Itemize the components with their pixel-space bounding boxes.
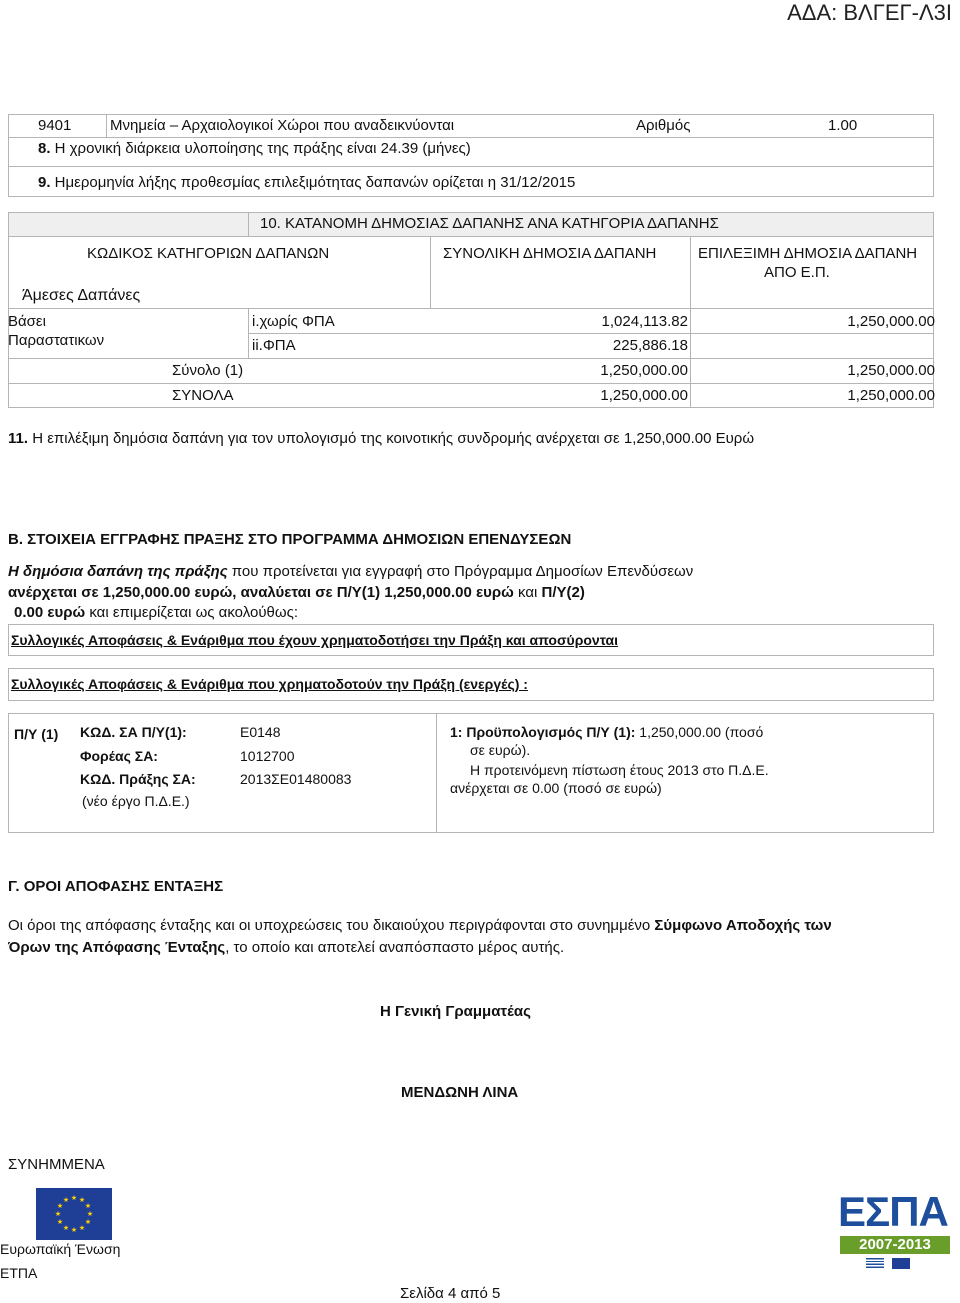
row-excl-vat-eligible: 1,250,000.00	[847, 313, 935, 330]
svg-text:★: ★	[70, 1194, 78, 1202]
section-b-para3	[14, 604, 298, 621]
py2-label: Π/Υ(2)	[541, 584, 585, 601]
svg-text:★: ★	[70, 1226, 78, 1234]
measure-value: 1.00	[828, 117, 858, 134]
espa-years: 2007-2013	[840, 1236, 950, 1254]
measure-code: 9401	[38, 117, 72, 134]
item11-number: 11.	[8, 430, 29, 447]
page-number: Σελίδα 4 από 5	[400, 1285, 501, 1302]
row-excl-vat-label: i.χωρίς ΦΠΑ	[252, 313, 335, 330]
col-category-code: ΚΩΔΙΚΟΣ ΚΑΤΗΓΟΡΙΩΝ ΔΑΠΑΝΩΝ	[87, 245, 330, 262]
kod-praxis-value: 2013ΣΕ01480083	[240, 771, 352, 787]
eu-small-flag-icon	[892, 1258, 910, 1269]
py1-label: Π/Υ (1)	[14, 726, 59, 742]
measure-unit: Αριθμός	[636, 117, 691, 134]
col-eligible-line1: ΕΠΙΛΕΞΙΜΗ ΔΗΜΟΣΙΑ ΔΑΠΑΝΗ	[698, 245, 918, 262]
budget-cont: σε ευρώ).	[470, 742, 531, 758]
item9	[38, 174, 575, 191]
section-b-para2	[8, 584, 585, 601]
svg-text:★: ★	[78, 1224, 86, 1232]
subtotal-eligible: 1,250,000.00	[847, 362, 935, 379]
section-b-para1-rest: που προτείνεται για εγγραφή στο Πρόγραμμα Δημοσίων Επενδύσεων	[227, 563, 694, 580]
amount-py1: , αναλύεται σε Π/Υ(1) 1,250,000.00 ευρώ	[232, 584, 514, 601]
kod-sa-label: ΚΩΔ. ΣΑ Π/Υ(1):	[80, 724, 187, 740]
greek-flag-icon	[866, 1258, 884, 1269]
section-b-title: Β. ΣΤΟΙΧΕΙΑ ΕΓΓΡΑΦΗΣ ΠΡΑΞΗΣ ΣΤΟ ΠΡΟΓΡΑΜΜΑ ΔΗΜΟΣΙΩΝ ΕΠΕΝΔΥΣΕΩΝ	[8, 531, 572, 548]
credit-amount: ανέρχεται σε 0.00 (ποσό σε ευρώ)	[450, 780, 662, 796]
kod-praxis-label: ΚΩΔ. Πράξης ΣΑ:	[80, 771, 196, 787]
subtotal-total: 1,250,000.00	[600, 362, 688, 379]
new-project-note: (νέο έργο Π.Δ.Ε.)	[82, 793, 190, 809]
budget-value: 1,250,000.00 (ποσό	[635, 724, 764, 740]
svg-text:★: ★	[56, 1202, 64, 1210]
svg-text:★: ★	[78, 1196, 86, 1204]
basis-label-2: Παραστατικων	[8, 332, 105, 349]
basis-label-1: Βάσει	[8, 313, 46, 330]
amount-py2: 0.00 ευρώ	[14, 604, 86, 621]
svg-text:★: ★	[84, 1202, 92, 1210]
totals-label: ΣΥΝΟΛΑ	[172, 387, 234, 404]
budget-label: 1: Προϋπολογισμός Π/Υ (1):	[450, 724, 636, 740]
signature-role: Η Γενική Γραμματέας	[380, 1003, 531, 1020]
section-c-para2	[8, 939, 564, 956]
svg-text:★: ★	[54, 1210, 62, 1218]
section-b-para3-rest: και επιμερίζεται ως ακολούθως:	[85, 604, 298, 621]
col-eligible-line2: ΑΠΟ Ε.Π.	[764, 264, 830, 281]
foreas-label: Φορέας ΣΑ:	[80, 748, 158, 764]
subtotal-label: Σύνολο (1)	[172, 362, 244, 379]
decisions-active: Συλλογικές Αποφάσεις & Ενάριθμα που χρηματοδοτούν την Πράξη (ενεργές) :	[11, 676, 528, 692]
public-cost-phrase: Η δημόσια δαπάνη της πράξης	[8, 563, 228, 580]
item8-text: Η χρονική διάρκεια υλοποίησης της πράξης είναι 24.39 (μήνες)	[50, 140, 471, 157]
etpa-label: ΕΤΠΑ	[0, 1265, 38, 1281]
eu-caption: Ευρωπαϊκή Ένωση	[0, 1241, 121, 1257]
svg-text:★: ★	[86, 1210, 94, 1218]
item11-text: Η επιλέξιμη δημόσια δαπάνη για τον υπολογισμό της κοινοτικής συνδρομής ανέρχεται σε 1,250,000.00 Ευρώ	[28, 430, 755, 447]
espa-logo-text: ΕΣΠΑ	[838, 1188, 948, 1235]
row-excl-vat-total: 1,024,113.82	[601, 313, 688, 330]
and-word: και	[513, 584, 542, 601]
ada-header: ΑΔΑ: ΒΛΓΕΓ-Λ3Ι	[787, 0, 952, 25]
amount-total: ανέρχεται σε 1,250,000.00 ευρώ	[8, 584, 233, 601]
item9-number: 9.	[38, 174, 51, 191]
agreement-phrase-1: Σύμφωνο Αποδοχής των	[654, 917, 832, 934]
section-c-title: Γ. ΟΡΟΙ ΑΠΟΦΑΣΗΣ ΕΝΤΑΞΗΣ	[8, 878, 224, 895]
section-c-para1	[8, 917, 832, 934]
item11	[8, 430, 754, 447]
section-c-para1-text: Οι όροι της απόφασης ένταξης και οι υποχρεώσεις του δικαιούχου περιγράφονται στο συνημμένο	[8, 917, 655, 934]
col-total-public: ΣΥΝΟΛΙΚΗ ΔΗΜΟΣΙΑ ΔΑΠΑΝΗ	[443, 245, 657, 262]
allocation-title: 10. ΚΑΤΑΝΟΜΗ ΔΗΜΟΣΙΑΣ ΔΑΠΑΝΗΣ ΑΝΑ ΚΑΤΗΓΟΡΙΑ ΔΑΠΑΝΗΣ	[260, 215, 719, 232]
espa-logo	[836, 1188, 954, 1270]
svg-text:★: ★	[56, 1218, 64, 1226]
svg-text:★: ★	[62, 1224, 70, 1232]
direct-costs-label: Άμεσες Δαπάνες	[22, 287, 141, 304]
section-c-para2-text: , το οποίο και αποτελεί αναπόσπαστο μέρος αυτής.	[225, 939, 565, 956]
eu-flag-icon	[36, 1188, 112, 1240]
row-vat-label: ii.ΦΠΑ	[252, 337, 296, 354]
decisions-past: Συλλογικές Αποφάσεις & Ενάριθμα που έχουν χρηματοδοτήσει την Πράξη και αποσύρονται	[11, 632, 619, 648]
totals-total: 1,250,000.00	[600, 387, 688, 404]
allocation-table	[8, 212, 934, 408]
item8	[38, 140, 471, 157]
attachments-heading: ΣΥΝΗΜΜΕΝΑ	[8, 1156, 105, 1173]
eu-flag-logo	[36, 1188, 112, 1240]
agreement-phrase-2: Όρων της Απόφασης Ένταξης	[8, 939, 226, 956]
kod-sa-value: Ε0148	[240, 724, 281, 740]
svg-text:★: ★	[62, 1196, 70, 1204]
measure-desc: Μνημεία – Αρχαιολογικοί Χώροι που αναδεικνύονται	[110, 117, 455, 134]
signature-name: ΜΕΝΔΩΝΗ ΛΙΝΑ	[401, 1084, 519, 1101]
totals-eligible: 1,250,000.00	[847, 387, 935, 404]
item9-text: Ημερομηνία λήξης προθεσμίας επιλεξιμότητας δαπανών ορίζεται η 31/12/2015	[50, 174, 576, 191]
budget-line	[450, 724, 763, 740]
foreas-value: 1012700	[240, 748, 295, 764]
section-b-para1	[8, 563, 693, 580]
svg-text:★: ★	[84, 1218, 92, 1226]
row-vat-total: 225,886.18	[612, 337, 688, 354]
credit-line: Η προτεινόμενη πίστωση έτους 2013 στο Π.Δ.Ε.	[470, 762, 769, 778]
item8-number: 8.	[38, 140, 51, 157]
